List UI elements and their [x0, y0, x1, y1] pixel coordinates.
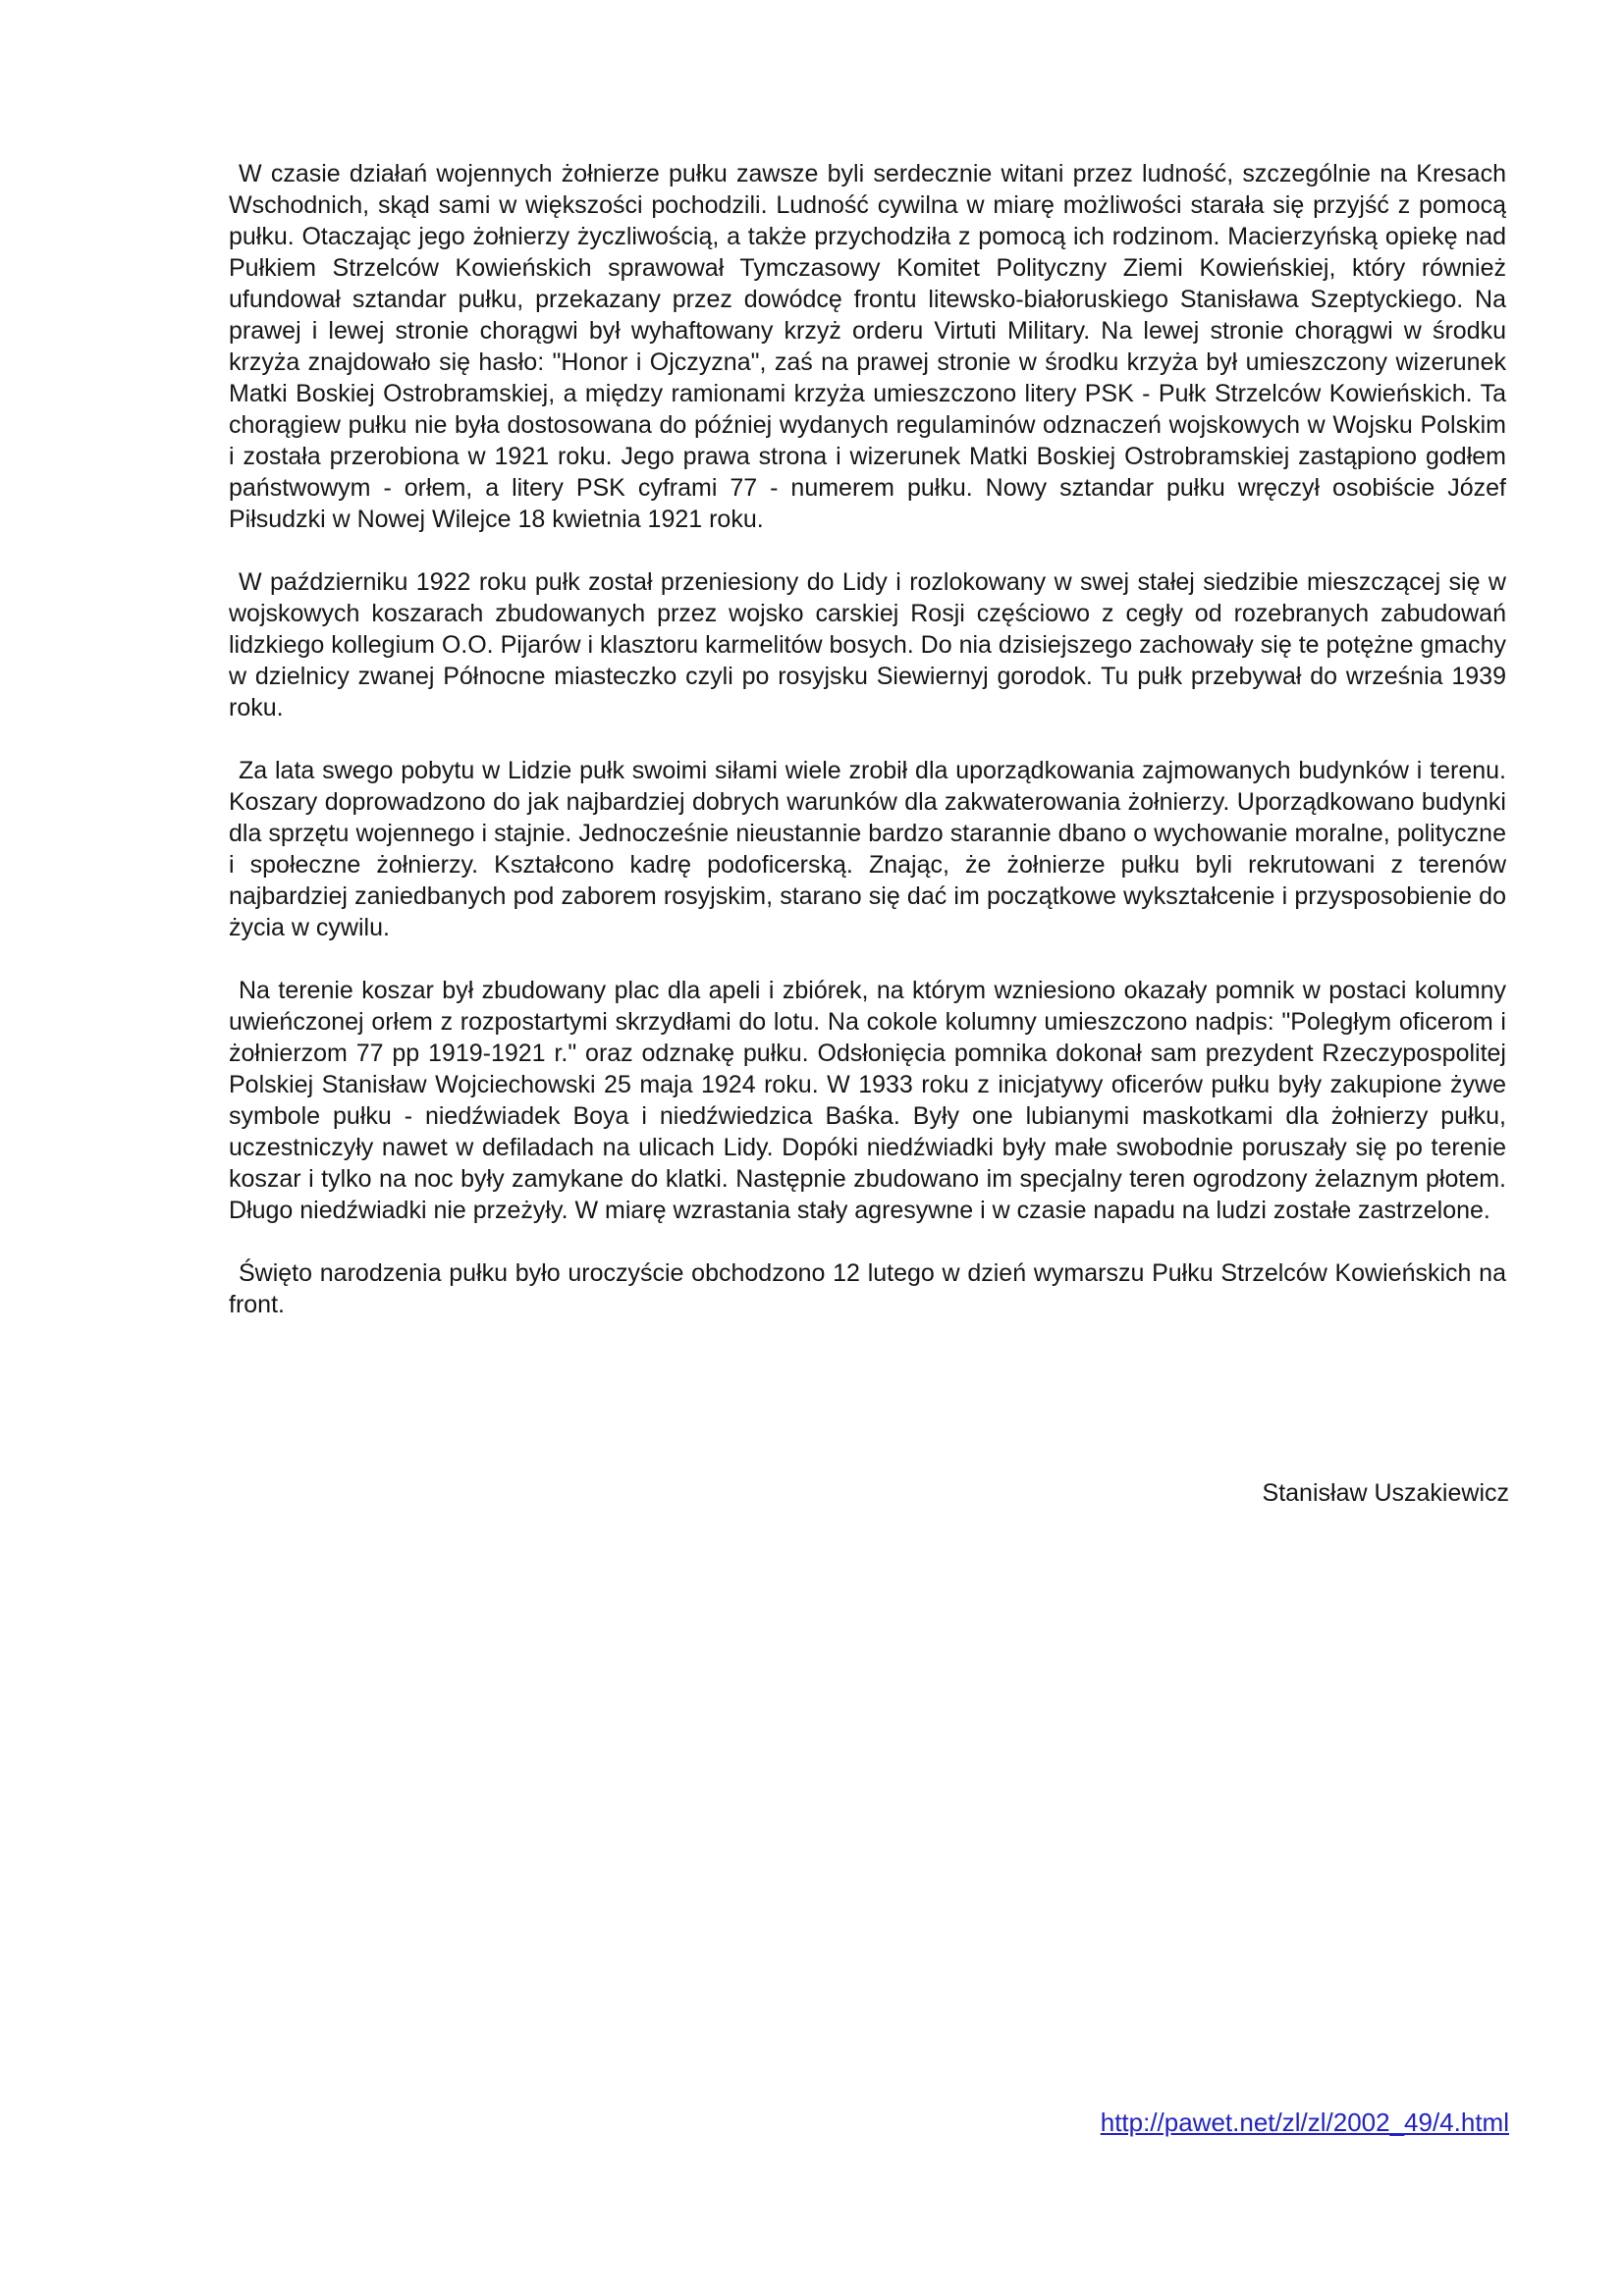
paragraph: W październiku 1922 roku pułk został przeniesiony do Lidy i rozlokowany w swej stałej siedzibie mieszczącej się w wojskowych koszarach zbudowanych przez wojsko carskiej Rosji częściowo z cegły od rozebranych zabudowań lidzkiego kollegium O.O. Pijarów i klasztoru karmelitów bosych. Do nia dzisiejszego zachowały się te potężne gmachy w dzielnicy zwanej Północne miasteczko czyli po rosyjsku Siewiernyj gorodok. Tu pułk przebywał do września 1939 roku.: [229, 568, 1506, 721]
paragraph: Za lata swego pobytu w Lidzie pułk swoimi siłami wiele zrobił dla uporządkowania zajmowanych budynków i terenu. Koszary doprowadzono do jak najbardziej dobrych warunków dla zakwaterowania żołnierzy. Uporządkowano budynki dla sprzętu wojennego i stajnie. Jednocześnie nieustannie bardzo starannie dbano o wychowanie moralne, polityczne i społeczne żołnierzy. Kształcono kadrę podoficerską. Znając, że żołnierze pułku byli rekrutowani z terenów najbardziej zaniedbanych pod zaborem rosyjskim, starano się dać im początkowe wykształcenie i przysposobienie do życia w cywilu.: [229, 757, 1506, 941]
author-signature: Stanisław Uszakiewicz: [1262, 1479, 1509, 1507]
paragraph: Na terenie koszar był zbudowany plac dla apeli i zbiórek, na którym wzniesiono okazały pomnik w postaci kolumny uwieńczonej orłem z rozpostartymi skrzydłami do lotu. Na cokole kolumny umieszczono nadpis: "Poległym oficerom i żołnierzom 77 pp 1919-1921 r." oraz odznakę pułku. Odsłonięcia pomnika dokonał sam prezydent Rzeczypospolitej Polskiej Stanisław Wojciechowski 25 maja 1924 roku. W 1933 roku z inicjatywy oficerów pułku były zakupione żywe symbole pułku - niedźwiadek Boya i niedźwiedzica Baśka. Były one lubianymi maskotkami dla żołnierzy pułku, uczestniczyły nawet w defiladach na ulicach Lidy. Dopóki niedźwiadki były małe swobodnie poruszały się po terenie koszar i tylko na noc były zamykane do klatki. Następnie zbudowano im specjalny teren ogrodzony żelaznym płotem. Długo niedźwiadki nie przeżyły. W miarę wzrastania stały agresywne i w czasie napadu na ludzi zostałe zastrzelone.: [229, 977, 1506, 1224]
source-url-link[interactable]: http://pawet.net/zl/zl/2002_49/4.html: [1100, 2108, 1509, 2137]
paragraph: Święto narodzenia pułku było uroczyście obchodzono 12 lutego w dzień wymarszu Pułku Strzelców Kowieńskich na front.: [229, 1259, 1506, 1318]
paragraph: W czasie działań wojennych żołnierze pułku zawsze byli serdecznie witani przez ludność, szczególnie na Kresach Wschodnich, skąd sami w większości pochodzili. Ludność cywilna w miarę możliwości starała się przyjść z pomocą pułku. Otaczając jego żołnierzy życzliwością, a także przychodziła z pomocą ich rodzinom. Macierzyńską opiekę nad Pułkiem Strzelców Kowieńskich sprawował Tymczasowy Komitet Polityczny Ziemi Kowieńskiej, który również ufundował sztandar pułku, przekazany przez dowódcę frontu litewsko-białoruskiego Stanisława Szeptyckiego. Na prawej i lewej stronie chorągwi był wyhaftowany krzyż orderu Virtuti Military. Na lewej stronie chorągwi w środku krzyża znajdowało się hasło: "Honor i Ojczyzna", zaś na prawej stronie w środku krzyża był umieszczony wizerunek Matki Boskiej Ostrobramskiej, a między ramionami krzyża umieszczono litery PSK - Pułk Strzelców Kowieńskich. Ta chorągiew pułku nie była dostosowana do później wydanych regulaminów odznaczeń wojskowych w Wojsku Polskim i została przerobiona w 1921 roku. Jego prawa strona i wizerunek Matki Boskiej Ostrobramskiej zastąpiono godłem państwowym - orłem, a litery PSK cyframi 77 - numerem pułku. Nowy sztandar pułku wręczył osobiście Józef Piłsudzki w Nowej Wilejce 18 kwietnia 1921 roku.: [229, 160, 1506, 533]
article-body: [229, 158, 1506, 1352]
